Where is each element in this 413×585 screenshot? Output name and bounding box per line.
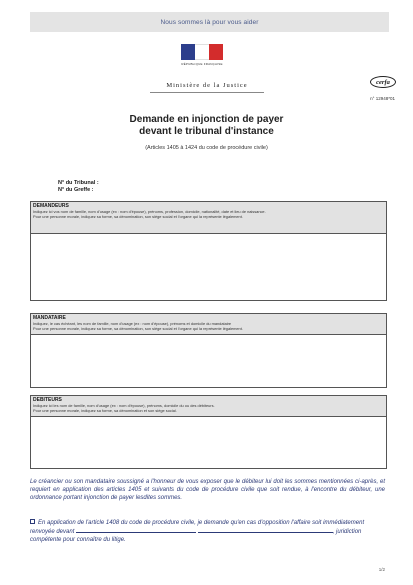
greffe-number-label[interactable]: N° du Greffe : [58, 187, 94, 193]
debiteurs-instruction: Indiquez ici les nom de famille, nom d'usage (ex : nom d'épouse), prénoms, domicile du ou des débiteurs. [33, 403, 215, 408]
reference-fields [58, 180, 99, 194]
court-name-field[interactable] [76, 527, 196, 533]
logo-motto: RÉPUBLIQUE FRANÇAISE [181, 62, 223, 66]
mandataire-instruction: Indiquez, le cas échéant, les nom de famille, nom d'usage (ex : nom d'épouse), prénoms et domicile du mandataire [33, 321, 232, 326]
debiteurs-instruction-moral: Pour une personne morale, indiquez sa forme, sa dénomination et son siège social. [33, 408, 177, 413]
mandataire-instruction-moral: Pour une personne morale, indiquez sa forme, sa dénomination, son siège social et l'organe qui la représente légalement. [33, 326, 243, 331]
demandeurs-instruction-moral: Pour une personne morale, indiquez sa forme, sa dénomination, son siège social et l'organe qui la représente légalement. [33, 214, 243, 219]
form-title-line2: devant le tribunal d'instance [139, 126, 274, 137]
opposition-text: En application de l'article 1408 du code de procédure civile, je demande qu'en cas d'opposition l'affaire soit immédiatement renvoyée devant [30, 520, 365, 536]
form-title-line1: Demande en injonction de payer [129, 114, 284, 125]
tribunal-number-label[interactable]: N° du Tribunal : [58, 180, 99, 186]
demandeurs-label: DEMANDEURS [33, 203, 69, 209]
mandataire-header [31, 314, 386, 335]
form-subtitle: (Articles 1405 à 1424 du code de procédure civile) [145, 145, 268, 151]
demandeurs-header [31, 202, 386, 234]
tricolor-flag-icon [181, 44, 223, 60]
debiteurs-section [30, 395, 387, 469]
declaration-text: Le créancier ou son mandataire soussigné a l'honneur de vous exposer que le débiteur lui doit les sommes mentionnées ci-après, et requiert en application des articles 1405 et suivants du code de procédure civile que soit rendue, à l'encontre du débiteur, une ordonnance portant injonction de payer lesdites sommes. [30, 479, 385, 502]
opposition-suffix: , juridiction compétente pour connaître du litige. [30, 529, 362, 544]
form-number: n° 12948*01 [370, 96, 395, 101]
marianne-logo [174, 44, 230, 66]
demandeurs-instruction: Indiquez ici vos nom de famille, nom d'usage (ex : nom d'épouse), prénoms, profession, domicile, nationalité, date et lieu de naissance. [33, 209, 266, 214]
debiteurs-header [31, 396, 386, 417]
demandeurs-section [30, 201, 387, 301]
help-banner [30, 12, 389, 32]
help-text: Nous sommes là pour vous aider [160, 18, 259, 26]
opposition-clause [30, 519, 385, 545]
cerfa-logo: cerfa [370, 76, 396, 88]
mandataire-label: MANDATAIRE [33, 315, 66, 321]
ministry-divider [150, 92, 264, 93]
opposition-checkbox[interactable] [30, 519, 35, 524]
ministry-name: Ministère de la Justice [166, 82, 248, 89]
mandataire-section [30, 313, 387, 388]
court-name-field-continued[interactable] [198, 527, 333, 533]
debiteurs-label: DEBITEURS [33, 397, 62, 403]
page-number: 1/2 [378, 567, 385, 572]
